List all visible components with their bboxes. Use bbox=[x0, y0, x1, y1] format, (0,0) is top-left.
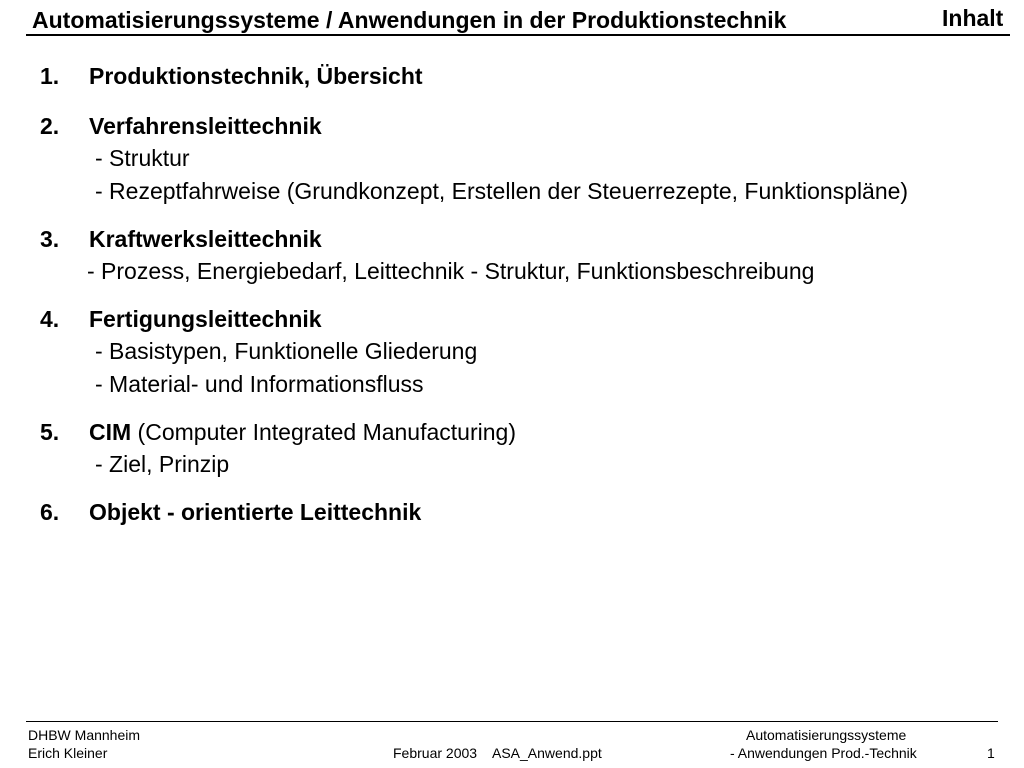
item-1-heading: Produktionstechnik, Übersicht bbox=[89, 63, 423, 89]
item-2-heading: Verfahrensleittechnik bbox=[89, 113, 322, 139]
item-3-number: 3. bbox=[40, 226, 60, 252]
footer-course-line1: Automatisierungssysteme bbox=[746, 727, 907, 743]
item-5-number: 5. bbox=[40, 419, 60, 445]
item-4-sub-2: - Material- und Informationsfluss bbox=[95, 371, 424, 397]
item-2-number: 2. bbox=[40, 113, 60, 139]
item-4-number: 4. bbox=[40, 306, 60, 332]
item-3-heading: Kraftwerksleittechnik bbox=[89, 226, 322, 252]
footer-date: Februar 2003 bbox=[393, 745, 478, 761]
footer-org: DHBW Mannheim bbox=[28, 727, 141, 743]
item-6-heading: Objekt - orientierte Leittechnik bbox=[89, 499, 422, 525]
item-5-heading bbox=[89, 419, 516, 446]
footer-file: ASA_Anwend.ppt bbox=[492, 745, 602, 761]
item-6-number: 6. bbox=[40, 499, 60, 525]
item-1-number: 1. bbox=[40, 63, 60, 89]
item-3-sub-1: - Prozess, Energiebedarf, Leittechnik - Struktur, Funktionsbeschreibung bbox=[87, 258, 815, 284]
item-2-sub-2: - Rezeptfahrweise (Grundkonzept, Erstellen der Steuerrezepte, Funktionspläne) bbox=[95, 178, 909, 204]
section-label: Inhalt bbox=[942, 5, 1004, 31]
item-5-heading-suffix: (Computer Integrated Manufacturing) bbox=[131, 419, 516, 445]
footer-author: Erich Kleiner bbox=[28, 745, 108, 761]
item-4-heading: Fertigungsleittechnik bbox=[89, 306, 322, 332]
page-title: Automatisierungssysteme / Anwendungen in der Produktionstechnik bbox=[32, 7, 787, 33]
footer-course-line2: - Anwendungen Prod.-Technik bbox=[730, 745, 917, 761]
header-divider bbox=[26, 34, 1010, 36]
item-5-sub-1: - Ziel, Prinzip bbox=[95, 451, 230, 477]
item-4-sub-1: - Basistypen, Funktionelle Gliederung bbox=[95, 338, 478, 364]
footer-page-number: 1 bbox=[987, 745, 995, 761]
item-2-sub-1: - Struktur bbox=[95, 145, 190, 171]
footer-divider bbox=[26, 721, 998, 722]
item-5-heading-bold: CIM bbox=[89, 419, 132, 445]
